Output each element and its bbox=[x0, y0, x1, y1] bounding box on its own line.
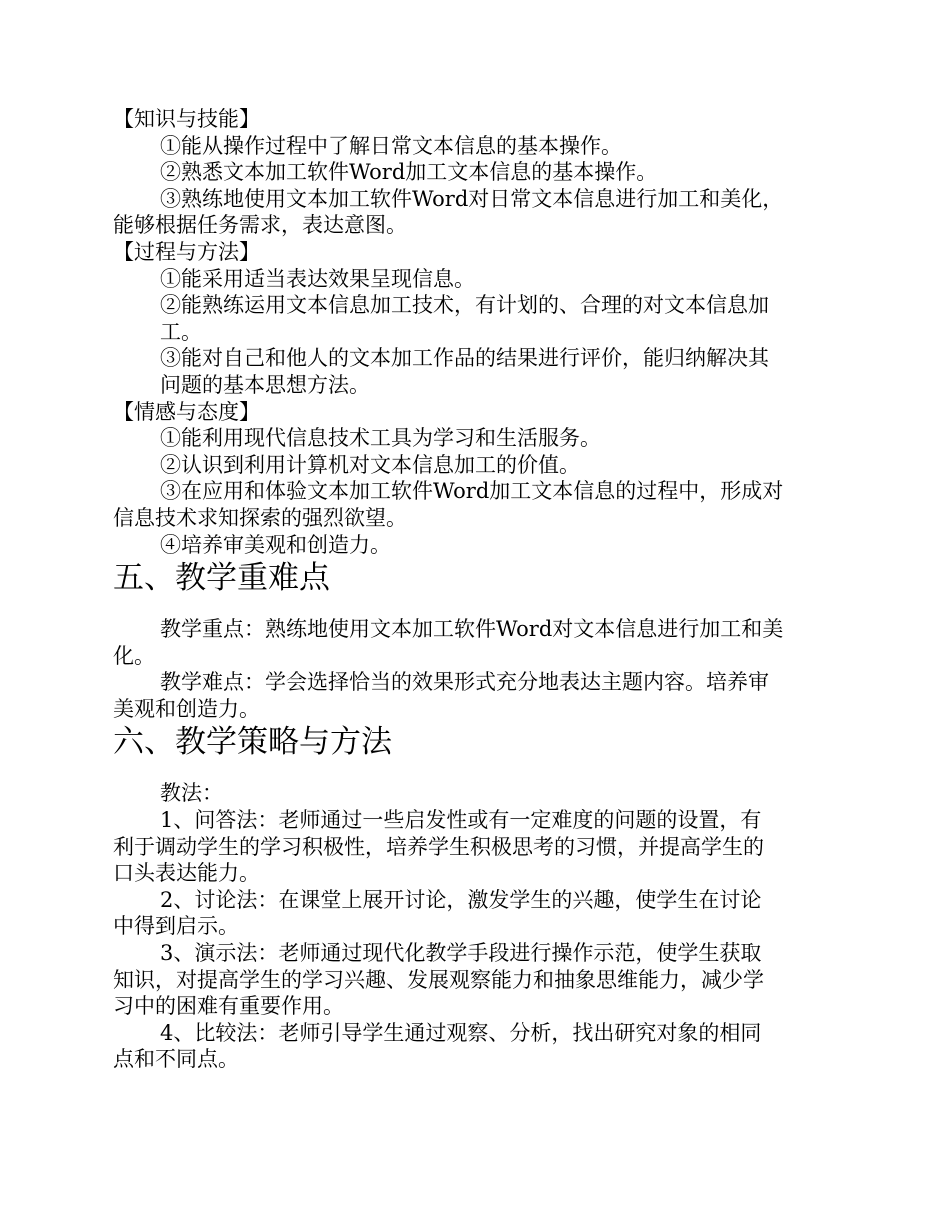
paragraph-line: 教法： bbox=[160, 781, 223, 806]
paragraph-line: 工。 bbox=[160, 319, 202, 344]
paragraph-line: 美观和创造力。 bbox=[113, 696, 260, 721]
paragraph-line: ①能从操作过程中了解日常文本信息的基本操作。 bbox=[160, 133, 622, 158]
paragraph-line: ③熟练地使用文本加工软件Word对日常文本信息进行加工和美化， bbox=[160, 186, 784, 211]
paragraph-line: ②熟悉文本加工软件Word加工文本信息的基本操作。 bbox=[160, 160, 658, 185]
paragraph-line: 信息技术求知探索的强烈欲望。 bbox=[113, 505, 407, 530]
paragraph-line: 教学重点：熟练地使用文本加工软件Word对文本信息进行加工和美 bbox=[160, 617, 784, 642]
paragraph-line: ①能利用现代信息技术工具为学习和生活服务。 bbox=[160, 426, 601, 451]
paragraph-line: 2、讨论法：在课堂上展开讨论，激发学生的兴趣，使学生在讨论 bbox=[160, 887, 762, 912]
document-page bbox=[113, 106, 858, 1073]
paragraph-line: 4、比较法：老师引导学生通过观察、分析，找出研究对象的相同 bbox=[160, 1020, 762, 1045]
paragraph-line: 问题的基本思想方法。 bbox=[160, 372, 370, 397]
paragraph-line: ①能采用适当表达效果呈现信息。 bbox=[160, 266, 475, 291]
paragraph-line: 1、问答法：老师通过一些启发性或有一定难度的问题的设置，有 bbox=[160, 808, 762, 833]
paragraph-line: 3、演示法：老师通过现代化教学手段进行操作示范，使学生获取 bbox=[160, 941, 762, 966]
paragraph-line: 利于调动学生的学习积极性，培养学生积极思考的习惯，并提高学生的 bbox=[113, 834, 764, 859]
section-label-knowledge: 【知识与技能】 bbox=[113, 107, 260, 131]
paragraph-line: 知识，对提高学生的学习兴趣、发展观察能力和抽象思维能力，减少学 bbox=[113, 967, 764, 992]
paragraph-line: ③能对自己和他人的文本加工作品的结果进行评价，能归纳解决其 bbox=[160, 346, 769, 371]
section-label-process: 【过程与方法】 bbox=[113, 239, 260, 264]
paragraph-line: 口头表达能力。 bbox=[113, 861, 260, 886]
paragraph-line: ②认识到利用计算机对文本信息加工的价值。 bbox=[160, 452, 580, 477]
paragraph-line: ③在应用和体验文本加工软件Word加工文本信息的过程中，形成对 bbox=[160, 479, 784, 504]
heading-key-points: 五、教学重难点 bbox=[113, 560, 330, 597]
heading-strategy: 六、教学策略与方法 bbox=[113, 724, 392, 761]
paragraph-line: 习中的困难有重要作用。 bbox=[113, 994, 344, 1019]
paragraph-line: ②能熟练运用文本信息加工技术，有计划的、合理的对文本信息加 bbox=[160, 293, 769, 318]
paragraph-line: 点和不同点。 bbox=[113, 1047, 239, 1072]
paragraph-line: 中得到启示。 bbox=[113, 914, 239, 939]
paragraph-line: 能够根据任务需求，表达意图。 bbox=[113, 213, 407, 238]
paragraph-line: 教学难点：学会选择恰当的效果形式充分地表达主题内容。培养审 bbox=[160, 670, 769, 695]
section-label-attitude: 【情感与态度】 bbox=[113, 399, 260, 424]
paragraph-line: ④培养审美观和创造力。 bbox=[160, 532, 391, 557]
paragraph-line: 化。 bbox=[113, 643, 155, 668]
